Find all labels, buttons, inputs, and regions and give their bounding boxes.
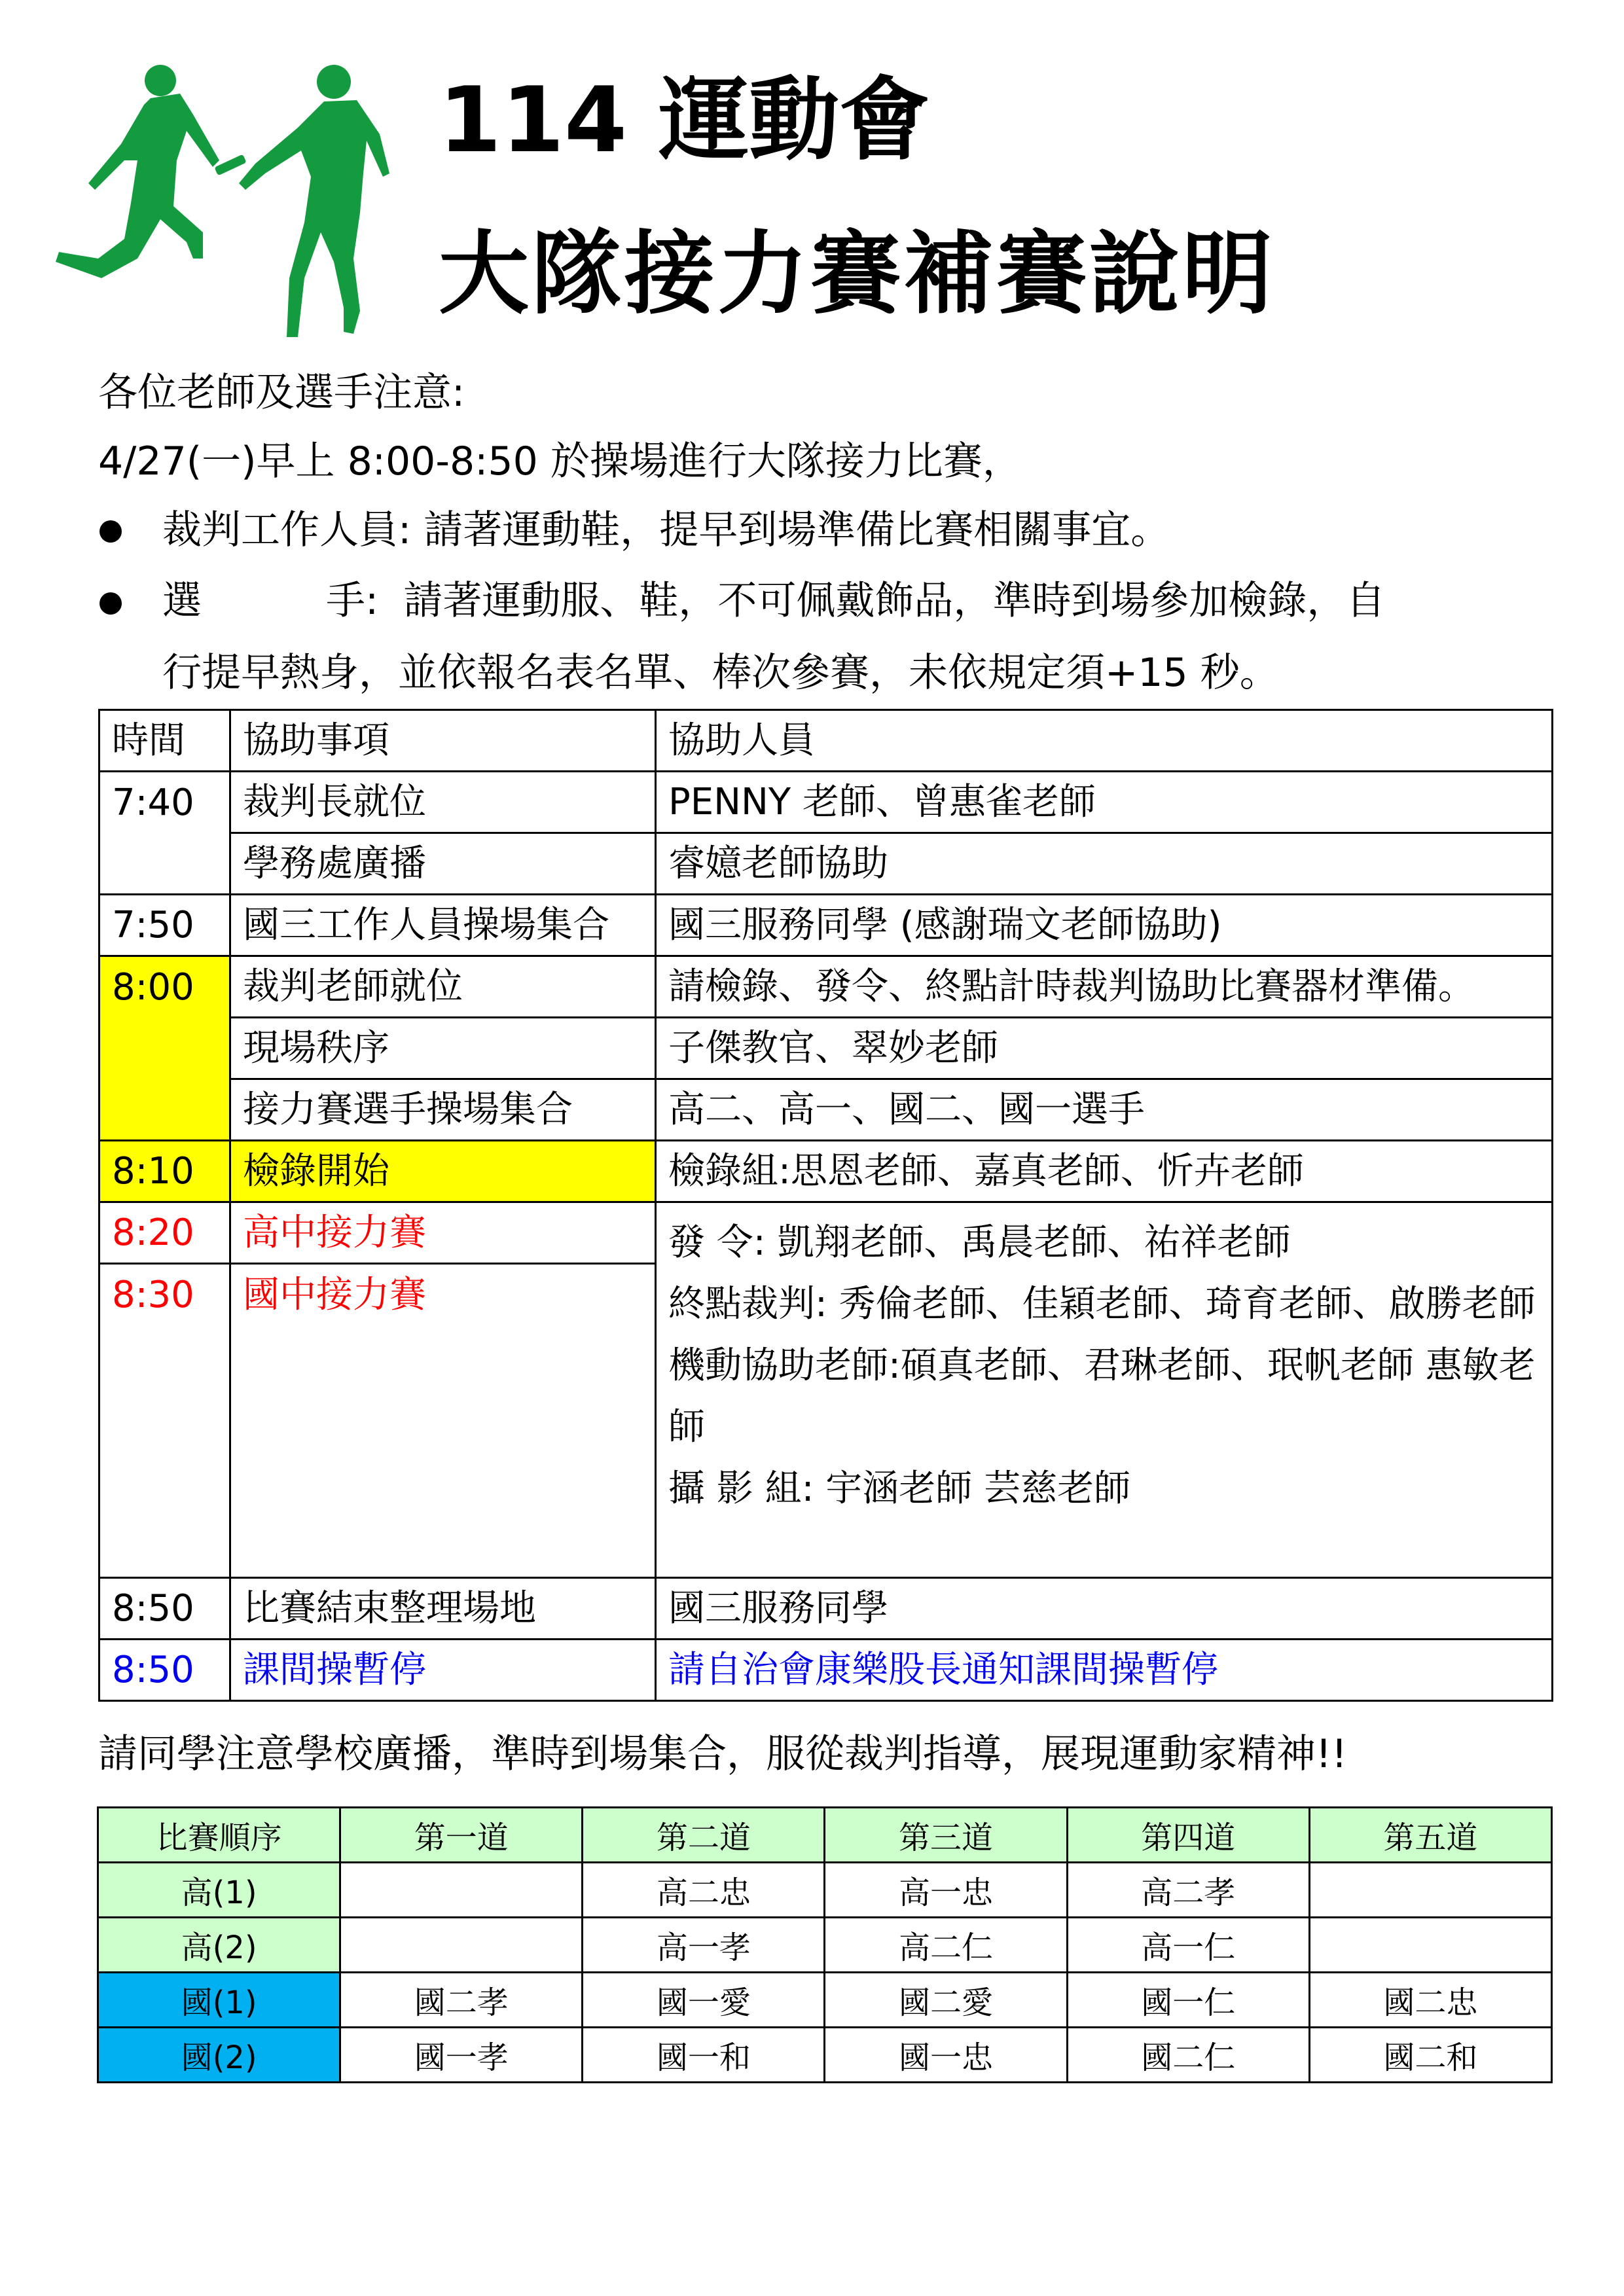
lane-table: [97, 1806, 1553, 2083]
item-cell: 檢錄開始: [230, 1141, 656, 1202]
greeting: 各位老師及選手注意:: [98, 370, 465, 416]
time-cell: 8:10: [99, 1141, 230, 1202]
lane-cell: 高二仁: [825, 1918, 1067, 1973]
lane-cell: [1309, 1863, 1551, 1918]
heat-cell: 高(1): [98, 1863, 340, 1918]
staff-line: 機動協助老師:碩真老師、君琳老師、珉帆老師 惠敏老師: [668, 1344, 1536, 1448]
lane-cell: 國一和: [583, 2028, 825, 2083]
table-row: [99, 1018, 1553, 1079]
lane-cell: 高二忠: [583, 1863, 825, 1918]
staff-cell: 高二、高一、國二、國一選手: [656, 1079, 1553, 1141]
time-cell: 7:40: [99, 772, 230, 895]
table-row: [99, 956, 1553, 1018]
title-line2: 大隊接力賽補賽說明: [439, 221, 1276, 327]
staff-cell: PENNY 老師、曾惠雀老師: [656, 772, 1553, 833]
closing-note: 請同學注意學校廣播，準時到場集合，服從裁判指導，展現運動家精神!!: [98, 1731, 1348, 1777]
schedule-line: 4/27(一)早上 8:00-8:50 於操場進行大隊接力比賽，: [98, 439, 1022, 484]
bullet-athletes-text: 請著運動服、鞋，不可佩戴飾品，準時到場參加檢錄，自: [403, 578, 1386, 624]
bullet-athletes-label-a: 選: [162, 578, 202, 624]
staff-line: 終點裁判: 秀倫老師、佳穎老師、琦育老師、啟勝老師: [668, 1283, 1536, 1325]
staff-line: 發 令: 凱翔老師、禹晨老師、祐祥老師: [668, 1221, 1291, 1264]
table-header-row: [99, 710, 1553, 772]
time-cell: 7:50: [99, 895, 230, 956]
item-cell: 國三工作人員操場集合: [230, 895, 656, 956]
bullet-referees: 裁判工作人員: 請著運動鞋，提早到場準備比賽相關事宜。: [162, 507, 1170, 553]
staff-cell: 請檢錄、發令、終點計時裁判協助比賽器材準備。: [656, 956, 1553, 1018]
lane-cell: 國二和: [1309, 2028, 1551, 2083]
heat-cell: 國(2): [98, 2028, 340, 2083]
lane-cell: 高二孝: [1067, 1863, 1309, 1918]
header-lane: 第五道: [1309, 1808, 1551, 1863]
staff-cell: 國三服務同學 (感謝瑞文老師協助): [656, 895, 1553, 956]
lane-header-row: [98, 1808, 1552, 1863]
staff-cell: 睿嬑老師協助: [656, 833, 1553, 895]
title-line1: 114 運動會: [439, 67, 930, 173]
staff-cell: 檢錄組:思恩老師、嘉真老師、忻卉老師: [656, 1141, 1553, 1202]
staff-cell: 請自治會康樂股長通知課間操暫停: [656, 1640, 1553, 1701]
schedule-table: [98, 709, 1553, 1702]
lane-cell: 國一忠: [825, 2028, 1067, 2083]
header-heat: 比賽順序: [98, 1808, 340, 1863]
staff-line: 攝 影 組: 宇涵老師 芸慈老師: [668, 1467, 1131, 1510]
item-cell: 課間操暫停: [230, 1640, 656, 1701]
header-lane: 第一道: [340, 1808, 583, 1863]
header-item: 協助事項: [230, 710, 656, 772]
lane-cell: [340, 1863, 583, 1918]
lane-cell: 高一孝: [583, 1918, 825, 1973]
staff-cell-race: [656, 1202, 1553, 1578]
table-row: [98, 1863, 1552, 1918]
table-row: [99, 772, 1553, 833]
time-cell: 8:30: [99, 1264, 230, 1578]
staff-cell: 子傑教官、翠妙老師: [656, 1018, 1553, 1079]
table-row: [99, 1578, 1553, 1640]
lane-cell: 高一仁: [1067, 1918, 1309, 1973]
lane-cell: 國二仁: [1067, 2028, 1309, 2083]
item-cell: 現場秩序: [230, 1018, 656, 1079]
header-time: 時間: [99, 710, 230, 772]
header-staff: 協助人員: [656, 710, 1553, 772]
item-cell: 學務處廣播: [230, 833, 656, 895]
lane-cell: 高一忠: [825, 1863, 1067, 1918]
time-cell: 8:50: [99, 1578, 230, 1640]
table-row: [99, 1141, 1553, 1202]
time-cell: 8:20: [99, 1202, 230, 1264]
time-cell: 8:00: [99, 956, 230, 1141]
lane-cell: 國二愛: [825, 1973, 1067, 2028]
bullet-dot: [99, 520, 122, 543]
lane-cell: 國二孝: [340, 1973, 583, 2028]
item-cell: 國中接力賽: [230, 1264, 656, 1578]
bullet-athletes-label-b: 手:: [326, 578, 379, 624]
lane-cell: 國一孝: [340, 2028, 583, 2083]
bullet-athletes: [162, 578, 1386, 624]
table-row: [99, 1202, 1553, 1264]
table-row: [99, 895, 1553, 956]
item-cell: 比賽結束整理場地: [230, 1578, 656, 1640]
table-row: [99, 1079, 1553, 1141]
staff-cell: 國三服務同學: [656, 1578, 1553, 1640]
lane-cell: 國一愛: [583, 1973, 825, 2028]
table-row: [98, 1973, 1552, 2028]
lane-cell: [340, 1918, 583, 1973]
relay-runners-icon: [46, 62, 412, 344]
header-lane: 第二道: [583, 1808, 825, 1863]
item-cell: 高中接力賽: [230, 1202, 656, 1264]
table-row: [99, 833, 1553, 895]
time-cell: 8:50: [99, 1640, 230, 1701]
lane-cell: 國二忠: [1309, 1973, 1551, 2028]
bullet-athletes-cont: 行提早熱身，並依報名表名單、棒次參賽，未依規定須+15 秒。: [162, 650, 1279, 696]
table-row: [98, 1918, 1552, 1973]
lane-cell: 國一仁: [1067, 1973, 1309, 2028]
table-row: [99, 1640, 1553, 1701]
header-lane: 第三道: [825, 1808, 1067, 1863]
item-cell: 裁判長就位: [230, 772, 656, 833]
table-row: [98, 2028, 1552, 2083]
bullet-dot: [99, 592, 122, 615]
header-lane: 第四道: [1067, 1808, 1309, 1863]
item-cell: 接力賽選手操場集合: [230, 1079, 656, 1141]
item-cell: 裁判老師就位: [230, 956, 656, 1018]
heat-cell: 國(1): [98, 1973, 340, 2028]
heat-cell: 高(2): [98, 1918, 340, 1973]
lane-cell: [1309, 1918, 1551, 1973]
